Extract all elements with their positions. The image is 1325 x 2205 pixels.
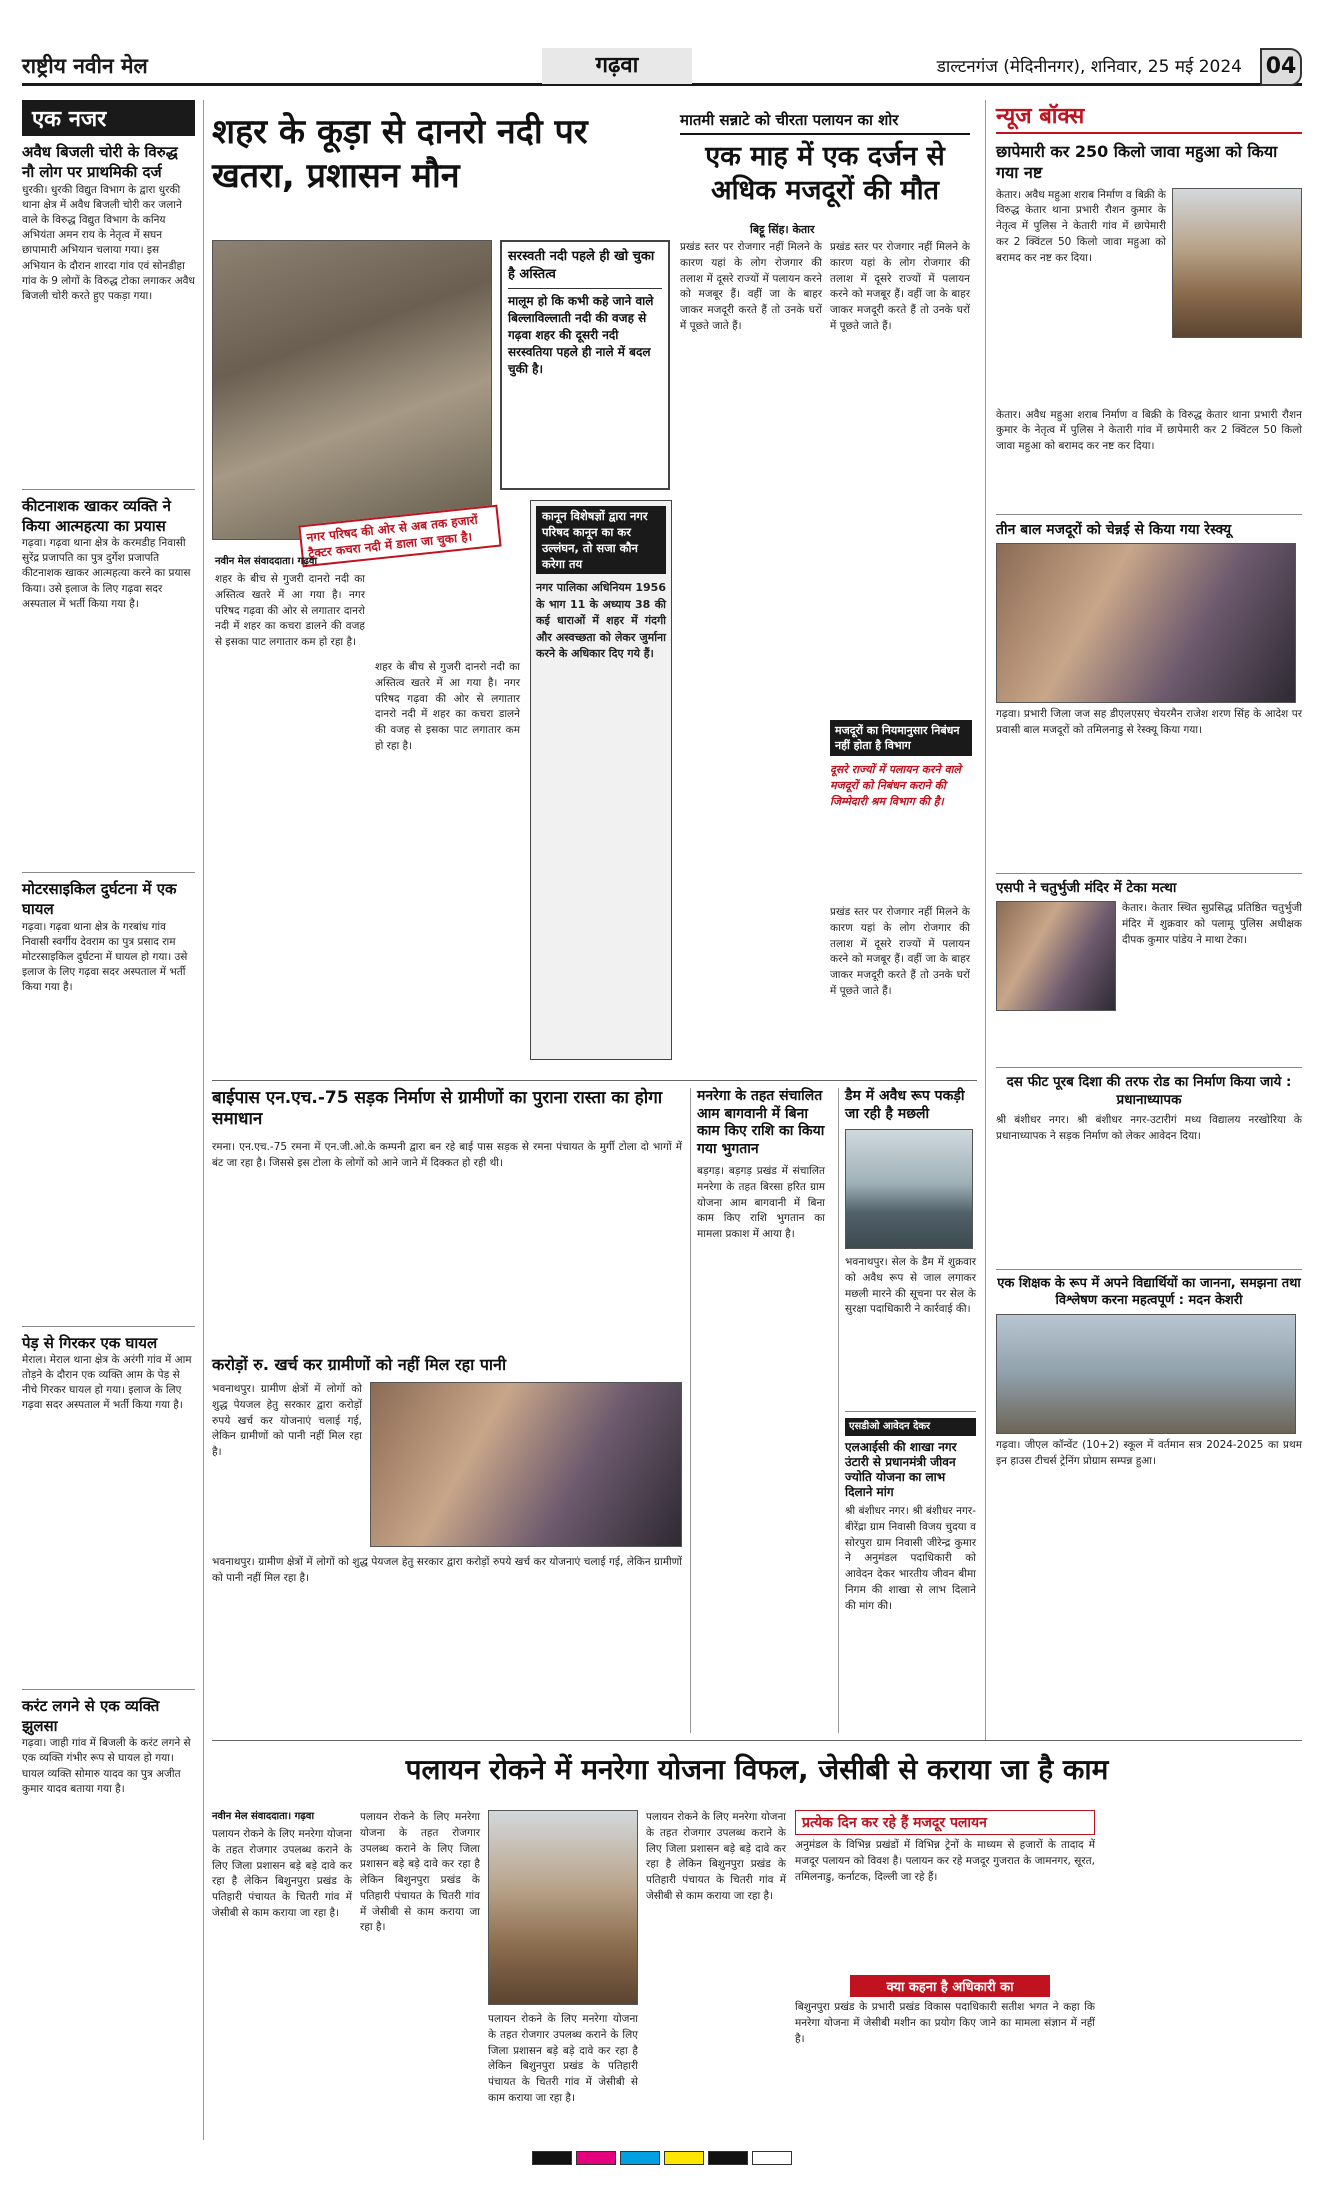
color-registration-strip (22, 2150, 1302, 2166)
news-box-title: न्यूज बॉक्स (996, 100, 1302, 134)
news-photo (996, 901, 1116, 1011)
fish-photo (845, 1129, 973, 1249)
divider (845, 1411, 976, 1412)
divider (22, 489, 195, 490)
mgnrega-body: बड़गड़। बड़गड़ प्रखंड में संचालित मनरेगा के तहत बिरसा हरित ग्राम योजना आम बागवानी में बिना काम किए राशि भुगतान का मामला प्रकाश में आया है। (697, 1165, 825, 1240)
bottom-byline: नवीन मेल संवाददाता। गढ़वा (212, 1811, 315, 1822)
lead-quote-body: मालूम हो कि कभी कहे जाने वाले बिल्लाविल्लाती नदी की वजह से गढ़वा शहर की दूसरी नदी सरस्वतिया पहले ही नाले में बदल चुकी है। (508, 294, 654, 376)
migration-kicker: मातमी सन्नाटे को चीरता पलायन का शोर (680, 110, 970, 135)
lead-body-2: शहर के बीच से गुजरी दानरो नदी का अस्तित्व खतरे में आ गया है। नगर परिषद गढ़वा की ओर से लगातार दानरो नदी में शहर का कचरा डालने की वजह से इसका पाट लगातार कम हो रहा है। (375, 661, 520, 752)
news-body: श्री बंशीधर नगर। श्री बंशीधर नगर-उटारीगं मध्य विद्यालय नरखोरिया के प्रधानाध्यापक ने सड़क निर्माण को लेकर आवेदन दिया। (996, 1114, 1302, 1143)
news-photo (996, 1314, 1296, 1434)
daily-kicker: प्रत्येक दिन कर रहे हैं मजदूर पलायन (795, 1810, 1095, 1835)
crore-body-1: भवनाथपुर। ग्रामीण क्षेत्रों में लोगों को शुद्ध पेयजल हेतु सरकार द्वारा करोड़ों रुपये खर्च कर योजनाएं चलाई गई, लेकिन ग्रामीणों को पानी नहीं मिल रहा है। (212, 1383, 362, 1458)
brief-headline: कीटनाशक खाकर व्यक्ति ने किया आत्महत्या का प्रयास (22, 496, 172, 535)
fish-story-block (838, 1088, 976, 1733)
news-body: गढ़वा। जीएल कॉन्वेंट (10+2) स्कूल में वर्तमान सत्र 2024-2025 का प्रथम इन हाउस टीचर्स ट्रेनिंग प्रोग्राम सम्पन्न हुआ। (996, 1439, 1302, 1467)
bottom-body-4: पलायन रोकने के लिए मनरेगा योजना के तहत रोजगार उपलब्ध कराने के लिए जिला प्रशासन बड़े बड़े दावे कर रहा है लेकिन बिशुनपुरा प्रखंड के पतिहारी पंचायत के चितरी गांव में जेसीबी से काम कराया जा रहा है। (646, 1811, 786, 1902)
brief-headline: पेड़ से गिरकर एक घायल (22, 1333, 158, 1352)
news-body: गढ़वा। प्रभारी जिला जज सह डीएलएसए चेयरमैन राजेश शरण सिंह के आदेश पर प्रवासी बाल मजदूरों को तमिलनाडु से रेस्क्यू किया गया। (996, 707, 1302, 736)
official-body: बिशुनपुरा प्रखंड के प्रभारी प्रखंड विकास पदाधिकारी सतीश भगत ने कहा कि मनरेगा योजना में जेसीबी मशीन का प्रयोग किए जाने का मामला संज्ञान में नहीं है। (795, 2001, 1095, 2045)
brief-headline: मोटरसाइकिल दुर्घटना में एक घायल (22, 880, 177, 919)
brief-body: धुरकी। धुरकी विद्युत विभाग के द्वारा धुरकी थाना क्षेत्र में अवैध बिजली चोरी कर जलाने वाले के विरुद्ध विद्युत विभाग के कनिय अभियंता अमन राय के नेतृत्व में सघन छापामारी अभियान चलाया गया। इस अभियान के दौरान शारदा गांव एवं सोनडीहा गांव के 9 लोगों के विरुद्ध टोका लगाकर अवैध बिजली चोरी करते हुए पकड़ा गया। (22, 183, 195, 303)
migration-body-2: प्रखंड स्तर पर रोजगार नहीं मिलने के कारण यहां के लोग रोजगार की तलाश में दूसरे राज्यों में पलायन करने को मजबूर हैं। वहीं जा के बाहर जाकर मजदूरी करते हैं तो उनके घरों में पूछते जाते हैं। (830, 241, 970, 332)
migration-pull-quote: मजदूरों का नियमानुसार निबंधन नहीं होता है विभाग (830, 720, 972, 756)
bottom-headline: पलायन रोकने में मनरेगा योजना विफल, जेसीबी से कराया जा है काम (405, 1753, 1109, 1786)
lead-body-1: शहर के बीच से गुजरी दानरो नदी का अस्तित्व खतरे में आ गया है। नगर परिषद गढ़वा की ओर से लगातार दानरो नदी में शहर का कचरा डालने की वजह से इसका पाट लगातार कम हो रहा है। (215, 573, 365, 648)
crore-photo (370, 1382, 682, 1547)
color-swatch (576, 2151, 616, 2165)
road-headline: बाईपास एन.एच.-75 सड़क निर्माण से ग्रामीणों का पुराना रास्ता का होगा समाधान (212, 1088, 663, 1130)
lead-photo (212, 240, 492, 540)
official-kicker: क्या कहना है अधिकारी का (850, 1975, 1050, 1997)
sdo-headline: एलआईसी की शाखा नगर उंटारी से प्रधानमंत्री जीवन ज्योति योजना का लाभ दिलाने मांग (845, 1440, 957, 1499)
bottom-photo (488, 1810, 638, 2005)
migration-byline: बिट्टू सिंह। केतार (750, 223, 815, 236)
publication-name: राष्ट्रीय नवीन मेल (22, 54, 148, 78)
brief-body: गढ़वा। जाही गांव में बिजली के करंट लगने से एक व्यक्ति गंभीर रूप से घायल हो गया। घायल व्यक्ति सोमारु यादव का पुत्र अजीत कुमार यादव बताया गया है। (22, 1737, 191, 1795)
news-box (985, 100, 1302, 1740)
page-number: 04 (1260, 48, 1302, 86)
divider (22, 872, 195, 873)
brief-headline: अवैध बिजली चोरी के विरुद्ध नौ लोग पर प्राथमिकी दर्ज (22, 143, 178, 182)
divider (996, 514, 1302, 515)
divider (996, 873, 1302, 874)
news-photo (996, 543, 1296, 703)
crore-body-2: भवनाथपुर। ग्रामीण क्षेत्रों में लोगों को शुद्ध पेयजल हेतु सरकार द्वारा करोड़ों रुपये खर्च कर योजनाएं चलाई गई, लेकिन ग्रामीणों को पानी नहीं मिल रहा है। (212, 1556, 682, 1584)
news-headline: दस फीट पूरब दिशा की तरफ रोड का निर्माण किया जाये : प्रधानाध्यापक (1006, 1074, 1292, 1108)
sdo-body: श्री बंशीधर नगर। श्री बंशीधर नगर-बीरेंद्रा ग्राम निवासी विजय चुदया व सोरपुरा ग्राम निवासी जीरेन्द्र कुमार ने अनुमंडल पदाधिकारी को आवेदन देकर भारतीय जीवन बीमा निगम की शाखा से लाभ दिलाने की मांग की। (845, 1505, 976, 1612)
divider (22, 1689, 195, 1690)
sdo-kicker: एसडीओ आवेदन देकर (845, 1418, 976, 1436)
road-body: रमना। एन.एच.-75 रमना में एन.जी.ओ.के कम्पनी द्वारा बन रहे बाई पास सड़क से रमना पंचायत के मुर्गी टोला दो भागों में बंट जा रहा है। जिससे इस टोला के लोगों को आने जाने में दिक्कत हो रही थी। (212, 1141, 682, 1169)
divider (212, 1740, 1302, 1741)
migration-body-1: प्रखंड स्तर पर रोजगार नहीं मिलने के कारण यहां के लोग रोजगार की तलाश में दूसरे राज्यों में पलायन करने को मजबूर हैं। वहीं जा के बाहर जाकर मजदूरी करते हैं तो उनके घरों में पूछते जाते हैं। (680, 241, 822, 332)
news-headline: एसपी ने चतुर्भुजी मंदिर में टेका मत्था (996, 879, 1177, 896)
news-body: केतार। अवैध महुआ शराब निर्माण व बिक्री के विरुद्ध केतार थाना प्रभारी रौशन कुमार के नेतृत्व में पुलिस ने केतारी गांव में छापेमारी कर 2 क्विंटल 50 किलो जावा महुआ को बरामद कर नष्ट कर दिया। (996, 188, 1166, 264)
fish-story-body: भवनाथपुर। सेल के डैम में शुक्रवार को अवैध रूप से जाल लगाकर मछली मारने की सूचना पर सेल के सुरक्षा पदाधिकारी ने कार्रवाई की। (845, 1256, 976, 1316)
brief-body: गढ़वा। गढ़वा थाना क्षेत्र के गरबांध गांव निवासी स्वर्गीय देवराम का पुत्र प्रसाद राम मोटरसाइकिल दुर्घटना में घायल हो गया। उसे इलाज के लिए गढ़वा सदर अस्पताल में भर्ती किया गया है। (22, 920, 188, 994)
bottom-body-2: पलायन रोकने के लिए मनरेगा योजना के तहत रोजगार उपलब्ध कराने के लिए जिला प्रशासन बड़े बड़े दावे कर रहा है लेकिन बिशुनपुरा प्रखंड के पतिहारी पंचायत के चितरी गांव में जेसीबी से काम कराया जा रहा है। (360, 1811, 480, 1934)
mgnrega-headline: मनरेगा के तहत संचालित आम बागवानी में बिना काम किए राशि का किया गया भुगतान (697, 1088, 825, 1157)
lead-quote-box (500, 240, 670, 490)
issue-date: डाल्टनगंज (मेदिनीनगर), शनिवार, 25 मई 2024 (936, 57, 1242, 77)
color-swatch (620, 2151, 660, 2165)
lead-byline: नवीन मेल संवाददाता। गढ़वा (215, 556, 318, 567)
migration-red-caption: दूसरे राज्यों में पलायन करने वाले मजदूरों को निबंधन कराने की जिम्मेदारी श्रम विभाग की है। (830, 763, 961, 808)
mgnrega-box (690, 1088, 825, 1733)
divider (212, 1080, 977, 1081)
news-headline: छापेमारी कर 250 किलो जावा महुआ को किया गया नष्ट (996, 142, 1278, 182)
column-title: एक नजर (22, 100, 195, 136)
news-headline: तीन बाल मजदूरों को चेन्नई से किया गया रेस्क्यू (996, 521, 1232, 538)
migration-body-3: प्रखंड स्तर पर रोजगार नहीं मिलने के कारण यहां के लोग रोजगार की तलाश में दूसरे राज्यों में पलायन करने को मजबूर हैं। वहीं जा के बाहर जाकर मजदूरी करते हैं तो उनके घरों में पूछते जाते हैं। (830, 906, 970, 997)
news-photo (1172, 188, 1302, 338)
lead-sub-head: कानून विशेषज्ञों द्वारा नगर परिषद कानून का कर उल्लंघन, तो सजा कौन करेगा तय (536, 506, 666, 574)
fish-story-headline: डैम में अवैध रूप पकड़ी जा रही है मछली (845, 1088, 965, 1122)
lead-photo-caption: नगर परिषद की ओर से अब तक हजारों ट्रैक्टर कचरा नदी में डाला जा चुका है। (298, 505, 501, 568)
news-body-more: केतार। अवैध महुआ शराब निर्माण व बिक्री के विरुद्ध केतार थाना प्रभारी रौशन कुमार के नेतृत्व में पुलिस ने केतारी गांव में छापेमारी कर 2 क्विंटल 50 किलो जावा महुआ को बरामद कर नष्ट कर दिया। (996, 408, 1302, 453)
news-body: केतार। केतार स्थित सुप्रसिद्ध प्रतिष्ठित चतुर्भुजी मंदिर में शुक्रवार को पलामू पुलिस अधीक्षक दीपक कुमार पांडेय ने माथा टेका। (1122, 902, 1302, 946)
left-column (22, 100, 204, 2140)
color-swatch (708, 2151, 748, 2165)
color-swatch (752, 2151, 792, 2165)
color-swatch (664, 2151, 704, 2165)
fish-block (700, 1360, 701, 1361)
migration-headline: एक माह में एक दर्जन से अधिक मजदूरों की मौत (705, 141, 945, 206)
divider (996, 1067, 1302, 1068)
lead-sub-body: नगर पालिका अधिनियम 1956 के भाग 11 के अध्याय 38 की कई धाराओं में शहर में गंदगी और अस्वच्छता को लेकर जुर्माना करने के अधिकार दिए गये हैं। (536, 581, 666, 661)
lead-sub-box (530, 500, 672, 1060)
bottom-body-3: पलायन रोकने के लिए मनरेगा योजना के तहत रोजगार उपलब्ध कराने के लिए जिला प्रशासन बड़े बड़े दावे कर रहा है लेकिन बिशुनपुरा प्रखंड के पतिहारी पंचायत के चितरी गांव में जेसीबी से काम कराया जा रहा है। (488, 2013, 638, 2104)
divider (22, 1326, 195, 1327)
section-title: गढ़वा (542, 48, 692, 84)
news-headline: एक शिक्षक के रूप में अपने विद्यार्थियों का जानना, समझना तथा विश्लेषण करना महत्वपूर्ण : मदन केशरी (997, 1276, 1301, 1309)
brief-body: गढ़वा। गढ़वा थाना क्षेत्र के करमडीह निवासी सुरेंद्र प्रजापति का पुत्र दुर्गेश प्रजापति कीटनाशक खाकर आत्महत्या करने का प्रयास किया। उसे इलाज के लिए गढ़वा सदर अस्पताल में भर्ती किया गया है। (22, 537, 191, 610)
crore-headline: करोड़ों रु. खर्च कर ग्रामीणों को नहीं मिल रहा पानी (212, 1355, 507, 1374)
daily-body: अनुमंडल के विभिन्न प्रखंडों में विभिन्न ट्रेनों के माध्यम से हजारों के तादाद में मजदूर पलायन को विवश है। पलायन कर रहे मजदूर गुजरात के जामनगर, सूरत, तमिलनाडु, कर्नाटक, दिल्ली जा रहे हैं। (795, 1839, 1095, 1883)
brief-list (22, 142, 195, 1996)
brief-body: मेराल। मेराल थाना क्षेत्र के अरंगी गांव में आम तोड़ने के दौरान एक व्यक्ति आम के पेड़ से नीचे गिरकर घायल हो गया। इलाज के लिए गढ़वा सदर अस्पताल में भर्ती किया गया है। (22, 1353, 192, 1412)
lead-headline: शहर के कूड़ा से दानरो नदी पर खतरा, प्रशासन मौन (212, 112, 588, 197)
brief-headline: करंट लगने से एक व्यक्ति झुलसा (22, 1696, 160, 1735)
divider (996, 1269, 1302, 1270)
color-swatch (532, 2151, 572, 2165)
lead-quote-title: सरस्वती नदी पहले ही खो चुका है अस्तित्व (508, 248, 662, 289)
page-header (22, 48, 1302, 86)
bottom-body-1: पलायन रोकने के लिए मनरेगा योजना के तहत रोजगार उपलब्ध कराने के लिए जिला प्रशासन बड़े बड़े दावे कर रहा है लेकिन बिशुनपुरा प्रखंड के पतिहारी पंचायत के चितरी गांव में जेसीबी से काम कराया जा रहा है। (212, 1828, 352, 1919)
